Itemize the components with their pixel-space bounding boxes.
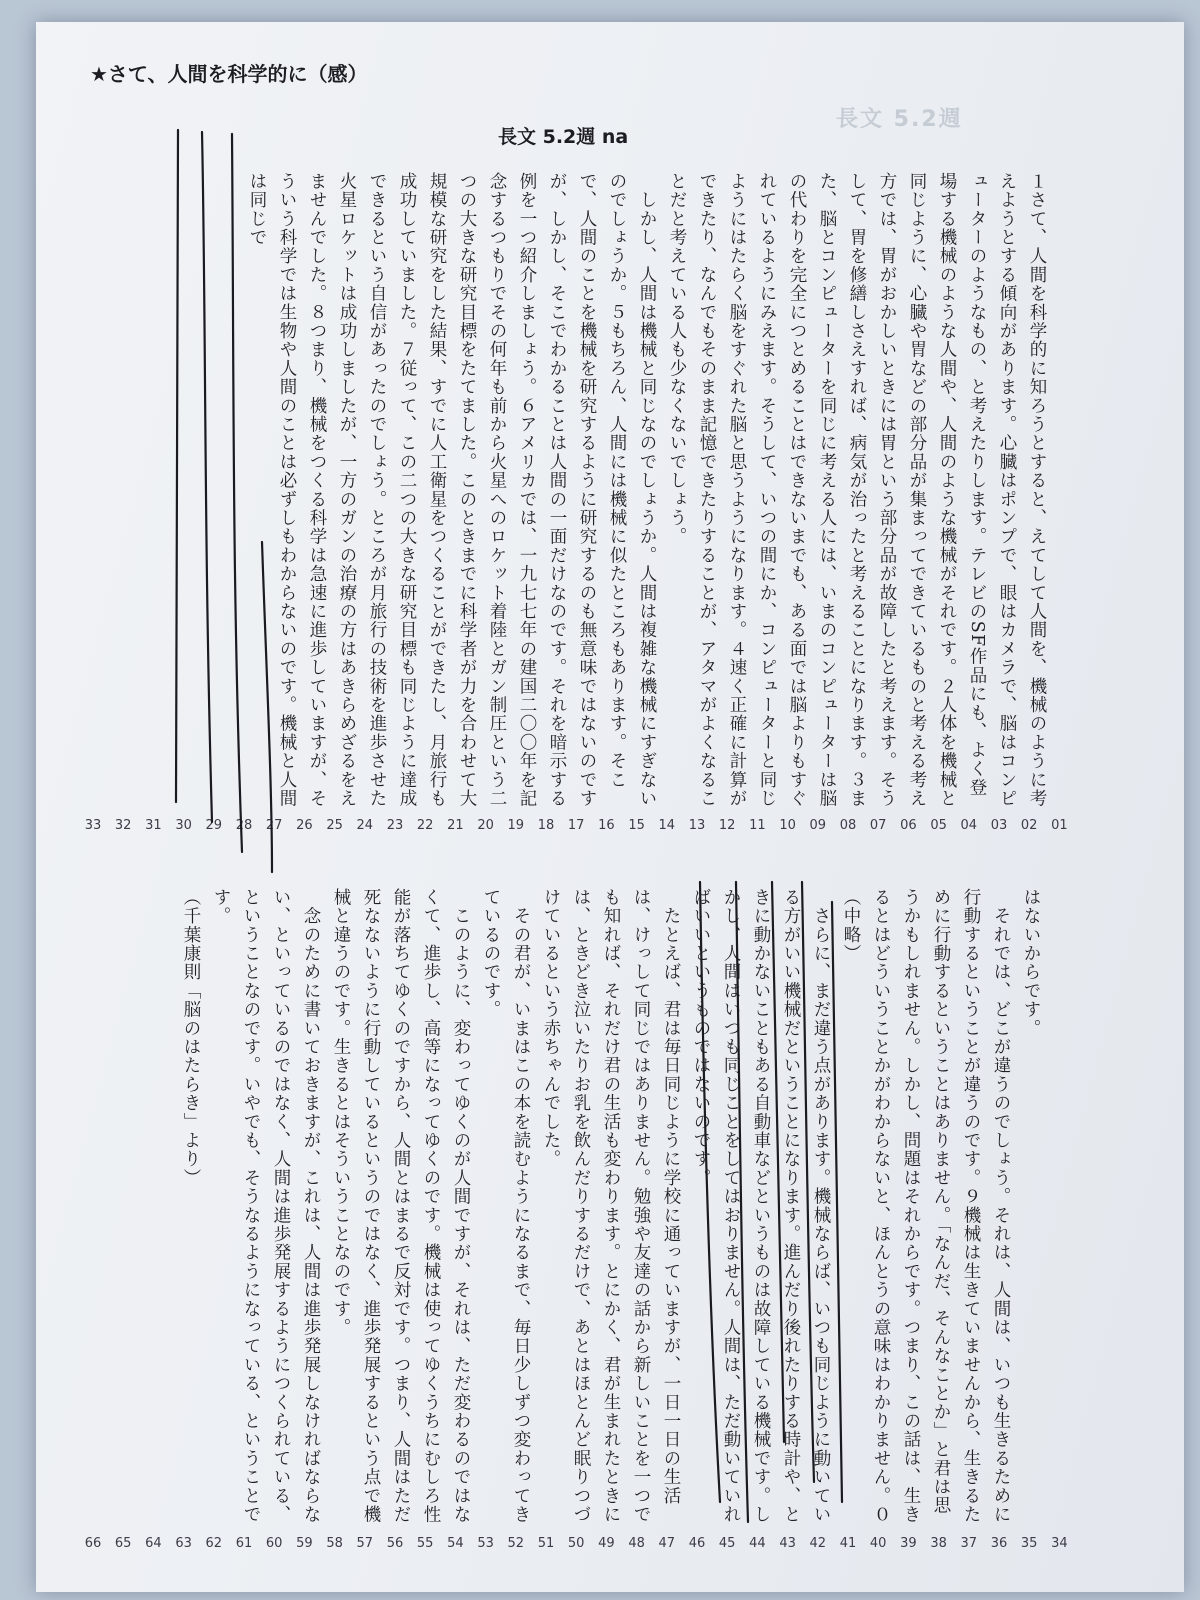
line-number: 39	[900, 1536, 917, 1551]
line-number: 55	[416, 1536, 434, 1551]
line-number: 36	[990, 1536, 1008, 1551]
line-number: 26	[296, 818, 313, 833]
line-number: 58	[326, 1536, 343, 1551]
line-number: 02	[1020, 818, 1038, 833]
line-number: 54	[447, 1536, 464, 1551]
line-numbers-top	[36, 818, 1184, 838]
line-number: 65	[114, 1536, 132, 1551]
line-number: 42	[809, 1536, 827, 1551]
line-number: 25	[326, 818, 343, 833]
line-number: 45	[718, 1536, 736, 1551]
line-number: 28	[235, 818, 253, 833]
line-number: 37	[960, 1536, 978, 1551]
line-number: 51	[537, 1536, 555, 1551]
line-number: 24	[356, 818, 374, 833]
line-number: 18	[537, 818, 555, 833]
line-number: 08	[839, 818, 857, 833]
line-number: 47	[658, 1536, 676, 1551]
line-number: 22	[416, 818, 434, 833]
line-number: 44	[749, 1536, 766, 1551]
line-number: 23	[386, 818, 404, 833]
line-number: 12	[718, 818, 736, 833]
passage-title: 長文 5.2週 na	[498, 126, 629, 148]
line-number: 31	[145, 818, 162, 833]
line-number: 59	[296, 1536, 313, 1551]
line-number: 48	[628, 1536, 645, 1551]
line-number: 13	[688, 818, 706, 833]
line-number: 61	[235, 1536, 253, 1551]
line-number: 64	[145, 1536, 162, 1551]
line-number: 17	[567, 818, 585, 833]
line-number: 32	[114, 818, 132, 833]
line-number: 01	[1051, 818, 1068, 833]
line-number: 20	[477, 818, 494, 833]
line-number: 29	[205, 818, 223, 833]
line-number: 30	[175, 818, 192, 833]
line-number: 38	[930, 1536, 947, 1551]
line-number: 56	[386, 1536, 404, 1551]
line-number: 16	[598, 818, 615, 833]
line-number: 21	[447, 818, 464, 833]
line-number: 63	[175, 1536, 192, 1551]
line-number: 07	[869, 818, 887, 833]
line-number: 04	[960, 818, 978, 833]
line-number: 62	[205, 1536, 223, 1551]
line-number: 09	[809, 818, 827, 833]
line-number: 60	[265, 1536, 283, 1551]
line-number: 05	[930, 818, 947, 833]
page-heading: ★さて、人間を科学的に（感）	[90, 62, 368, 86]
line-number: 41	[839, 1536, 857, 1551]
passage-text-top: １さて、人間を科学的に知ろうとすると、えてして人間を、機械のように考えようとする傾向があります。心臓はポンプで、眼はカメラで、脳はコンピューターのようなもの、と考えたりします。テレビのSF作品にも、よく登場する機械のような人間や、人間のような機械がそれです。２人体を機械と同じように、心臓や胃などの部分品が集まってできているものと考える考え方では、胃がおかしいときには胃という部分品が故障したと考えます。そうして、胃を修繕しさえすれば、病気が治ったと考えることになります。３また、脳とコンピューターを同じに考える人には、いまのコンピューターは脳の代わりを完全につとめることはできないまでも、ある面では脳よりもすぐれているようにみえます。そうして、いつの間にか、コンピューターと同じようにはたらく脳をすぐれた脳と思うようになります。４速く正確に計算ができたり、なんでもそのまま記憶できたりすることが、アタマがよくなることだと考えている人も少なくないでしょう。 しかし、人間は機械と同じなのでしょうか。人間は複雑な機械にすぎないのでしょうか。５もちろん、人間には機械に似たところもあります。そこで、人間のことを機械を研究するように研究するのも無意味ではないのですが、しかし、そこでわかることは人間の一面だけなのです。それを暗示する例を一つ紹介しましょう。６アメリカでは、一九七七年の建国二〇〇年を記念するつもりでその何年も前から火星へのロケット着陸とガン制圧という二つの大きな研究目標をたてました。このときまでに科学者が力を合わせて大規模な研究をした結果、すでに人工衛星をつくることができたし、月旅行も成功していました。７従って、この二つの大きな研究目標も同じように達成できるという自信があったのでしょう。ところが月旅行の技術を進歩させた火星ロケットは成功しましたが、一方のガンの治療の方はあきらめざるをえませんでした。８つまり、機械をつくる科学は急速に進歩していますが、そういう科学では生物や人間のことは必ずしもわからないのです。機械と人間は同じで	[247, 172, 1047, 808]
line-number: 35	[1020, 1536, 1038, 1551]
passage-text-bottom: はないからです。 それでは、どこが違うのでしょう。それは、人間は、いつも生きるために行動するということが違うのです。９機械は生きていませんから、生きるために行動するということはありません。「なんだ、そんなことか」と君は思うかもしれません。しかし、問題はそれからです。つまり、この話は、生きるとはどういうことかがわからないと、ほんとうの意味はわかりません。０ （中略） さらに、まだ違う点があります。機械ならば、いつも同じように動いている方がいい機械だということになります。進んだり後れたりする時計や、ときに動かないこともある自動車などというものは故障している機械です。しかし、人間はいつも同じことをしてはおりません。人間は、ただ動いていればいいというものではないのです。 たとえば、君は毎日同じように学校に通っていますが、一日一日の生活は、けっして同じではありません。勉強や友達の話から新しいことを一つでも知れば、それだけ君の生活も変わります。とにかく、君が生まれたときには、ときどき泣いたりお乳を飲んだりするだけで、あとはほとんど眠りつづけているという赤ちゃんでした。 その君が、いまはこの本を読むようになるまで、毎日少しずつ変わってきているのです。 このように、変わってゆくのが人間ですが、それは、ただ変わるのではなくて、進歩し、高等になってゆくのです。機械は使ってゆくうちにむしろ性能が落ちてゆくのですから、人間とはまるで反対です。つまり、人間はただ死なないように行動しているというのではなく、進歩発展するという点で機械と違うのです。生きるとはそういうことなのです。 念のために書いておきますが、これは、人間は進歩発展しなければならない、といっているのではなく、人間は進歩発展するようにつくられている、ということなのです。いやでも、そうなるようになっている、ということです。 （千葉康則「脳のはたらき」より）	[181, 888, 1041, 1524]
line-number: 34	[1051, 1536, 1068, 1551]
line-number: 46	[688, 1536, 706, 1551]
line-number: 53	[477, 1536, 494, 1551]
line-number: 43	[779, 1536, 796, 1551]
line-number: 40	[869, 1536, 887, 1551]
line-number: 19	[507, 818, 525, 833]
line-number: 27	[265, 818, 283, 833]
line-number: 14	[658, 818, 676, 833]
line-number: 50	[567, 1536, 585, 1551]
line-number: 06	[900, 818, 917, 833]
line-number: 57	[356, 1536, 374, 1551]
line-number: 11	[749, 818, 766, 833]
line-number: 15	[628, 818, 645, 833]
line-number: 33	[84, 818, 102, 833]
worksheet-page	[36, 22, 1184, 1592]
line-number: 52	[507, 1536, 525, 1551]
line-number: 49	[598, 1536, 615, 1551]
line-number: 10	[779, 818, 796, 833]
line-numbers-bottom	[36, 1536, 1184, 1556]
show-through-text: 長文 5.2週	[836, 107, 963, 132]
line-number: 66	[84, 1536, 102, 1551]
line-number: 03	[990, 818, 1008, 833]
